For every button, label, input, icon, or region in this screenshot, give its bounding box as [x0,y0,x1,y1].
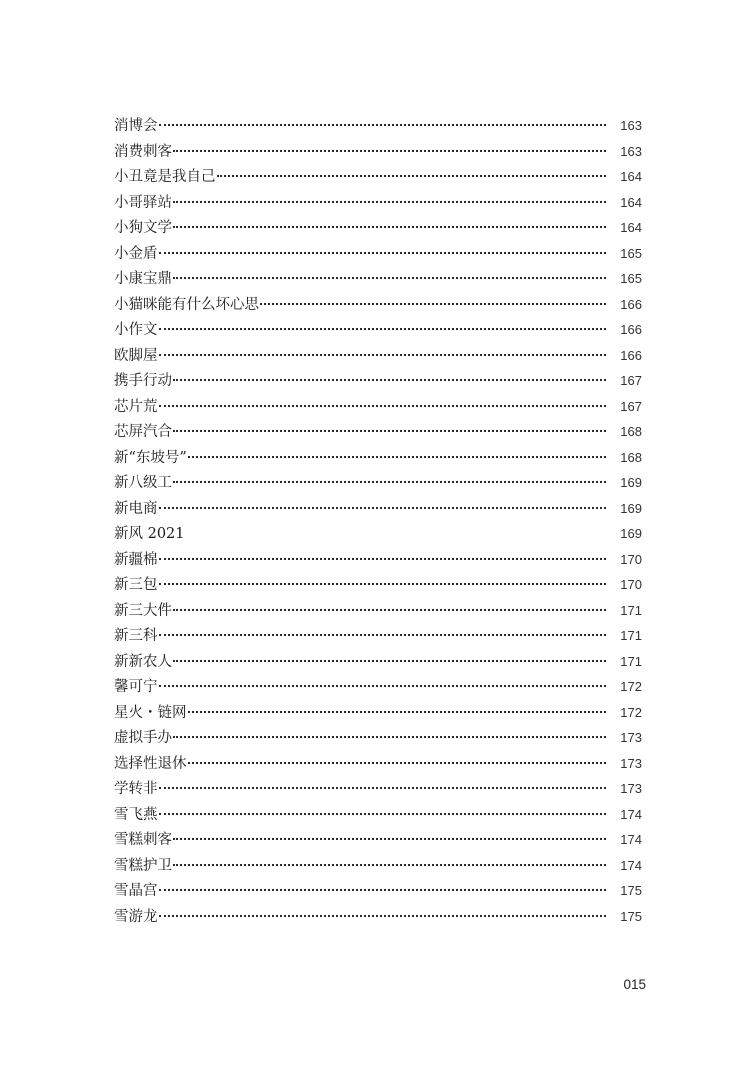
toc-entry [114,700,642,726]
toc-entry-title: 星火・链网 [114,704,187,721]
toc-entry-title: 消博会 [114,118,158,134]
toc-entry [114,139,642,165]
toc-entry-title: 雪糕刺客 [114,832,172,848]
toc-entry-title: 欧脚屋 [114,347,158,364]
toc-entry-page: 166 [620,296,642,312]
toc-entry-page: 165 [620,245,642,261]
toc-entry [114,521,642,547]
toc-dot-leader [159,634,607,636]
toc-entry [114,241,642,267]
toc-entry-title: 新三大件 [114,602,172,619]
toc-entry-title: 新电商 [114,500,158,517]
toc-dot-leader [173,379,606,381]
toc-entry-title: 新疆棉 [114,551,158,568]
toc-entry [114,164,642,190]
toc-entry-title: 新新农人 [114,653,172,670]
toc-dot-leader [159,328,607,330]
toc-entry-title: 小狗文学 [114,220,172,236]
toc-entry [114,878,642,904]
toc-dot-leader [188,456,606,458]
toc-entry [114,649,642,675]
toc-entry [114,572,642,598]
toc-entry-page: 174 [620,857,642,873]
toc-entry-page: 168 [620,449,642,465]
toc-entry [114,113,642,139]
toc-entry-page: 171 [620,602,642,618]
toc-entry [114,904,642,930]
toc-entry-title: 雪糕护卫 [114,857,172,874]
toc-dot-leader [188,711,607,713]
toc-entry-page: 172 [620,679,642,694]
toc-entry-title: 新三包 [114,577,158,593]
toc-dot-leader [173,277,606,279]
toc-entry-page: 166 [620,322,642,337]
toc-entry-title: 小哥驿站 [114,194,172,211]
toc-entry [114,445,642,471]
toc-entry-page: 169 [620,475,642,490]
toc-entry-page: 168 [620,424,642,439]
toc-entry-title: 馨可宁 [114,679,158,695]
toc-entry-page: 174 [620,806,642,822]
toc-dot-leader [159,889,607,891]
toc-dot-leader [159,252,607,254]
toc-entry-page: 175 [620,883,642,898]
toc-entry [114,496,642,522]
toc-entry-title: 选择性退休 [114,755,187,772]
toc-entry [114,827,642,853]
toc-dot-leader [173,736,606,738]
toc-entry-page: 164 [620,194,642,210]
toc-entry [114,547,642,573]
toc-entry-page: 174 [620,832,642,847]
toc-entry-page: 173 [620,755,642,771]
toc-entry [114,776,642,802]
toc-dot-leader [159,558,607,560]
page-number: 015 [623,977,646,992]
toc-dot-leader [173,838,606,840]
toc-entry [114,802,642,828]
toc-entry-page: 167 [620,373,642,388]
toc-entry-title: 小康宝鼎 [114,271,172,287]
toc-dot-leader [260,303,606,305]
toc-dot-leader [159,915,607,917]
toc-entry-title: 小作文 [114,322,158,338]
toc-entry-page: 166 [620,347,642,363]
toc-dot-leader [159,354,607,356]
toc-entry-page: 170 [620,551,642,567]
toc-dot-leader [173,660,606,662]
toc-entry [114,292,642,318]
toc-entry-title: 新风 2021 [114,526,185,542]
toc-entry-page: 171 [620,653,642,669]
toc-entry-page: 170 [620,577,642,592]
toc-entry-title: 新“东坡号” [114,449,187,466]
toc-entry-page: 175 [620,908,642,924]
toc-entry-page: 163 [620,143,642,159]
toc-entry-title: 新八级工 [114,475,172,491]
toc-entry-title: 芯屏汽合 [114,424,172,440]
toc-dot-leader [159,813,607,815]
toc-entry-title: 雪晶宫 [114,883,158,899]
toc-entry [114,470,642,496]
toc-entry-page: 169 [620,500,642,516]
toc-dot-leader [188,762,607,764]
toc-entry [114,751,642,777]
toc-dot-leader [159,685,607,687]
toc-entry [114,623,642,649]
toc-dot-leader [173,864,606,866]
toc-dot-leader [159,124,607,126]
table-of-contents [114,113,642,929]
toc-dot-leader [159,507,607,509]
toc-entry [114,215,642,241]
toc-entry-title: 携手行动 [114,373,172,389]
toc-entry-title: 小猫咪能有什么坏心思 [114,296,259,313]
toc-entry-page: 173 [620,730,642,745]
toc-dot-leader [173,150,606,152]
toc-entry-title: 芯片荒 [114,398,158,415]
toc-entry [114,853,642,879]
toc-dot-leader [173,609,606,611]
toc-entry-page: 163 [620,118,642,133]
toc-entry-page: 169 [620,526,642,541]
toc-entry [114,368,642,394]
toc-entry-title: 学转非 [114,781,158,797]
toc-entry [114,343,642,369]
toc-entry-page: 164 [620,220,642,235]
toc-entry-title: 雪飞燕 [114,806,158,823]
toc-entry-page: 172 [620,704,642,720]
toc-entry-title: 消费刺客 [114,143,172,160]
toc-entry-title: 雪游龙 [114,908,158,925]
toc-entry-title: 小金盾 [114,245,158,262]
toc-entry-page: 173 [620,781,642,796]
toc-entry [114,725,642,751]
toc-entry-title: 虚拟手办 [114,730,172,746]
toc-dot-leader [217,175,607,177]
toc-dot-leader [173,201,606,203]
toc-entry [114,674,642,700]
toc-entry-page: 171 [620,628,642,643]
toc-dot-leader [173,481,606,483]
toc-entry [114,394,642,420]
toc-entry [114,598,642,624]
toc-entry-title: 新三科 [114,628,158,644]
toc-entry-title: 小丑竟是我自己 [114,169,216,185]
toc-dot-leader [173,430,606,432]
toc-dot-leader [159,405,607,407]
toc-dot-leader [159,583,607,585]
toc-entry [114,317,642,343]
toc-entry [114,419,642,445]
toc-entry [114,266,642,292]
toc-entry-page: 167 [620,398,642,414]
toc-entry [114,190,642,216]
toc-dot-leader [159,787,607,789]
toc-entry-page: 164 [620,169,642,184]
toc-dot-leader [173,226,606,228]
toc-entry-page: 165 [620,271,642,286]
